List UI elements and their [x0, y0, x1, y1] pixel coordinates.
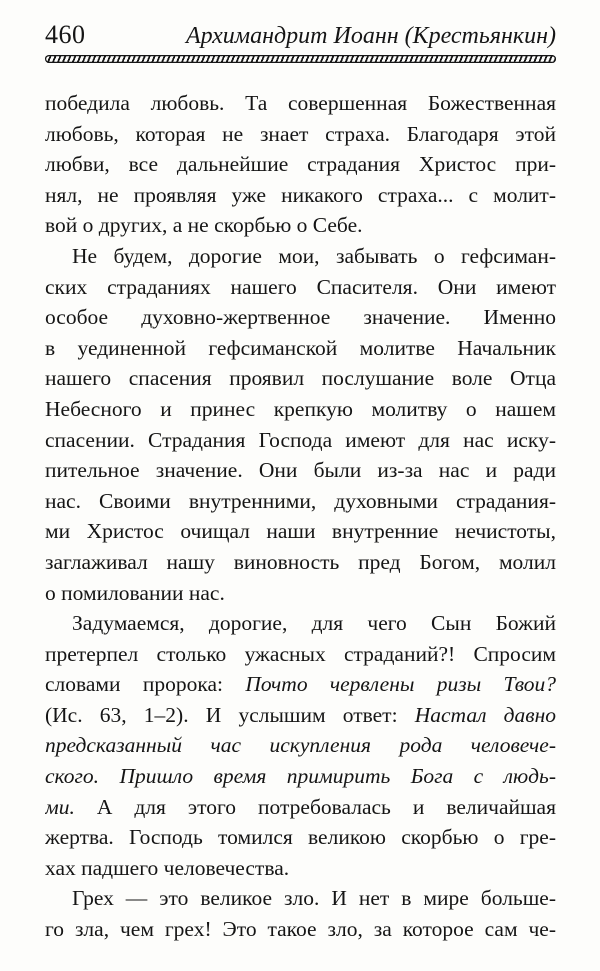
italic-text-segment: предсказанный час искупления рода человече-: [45, 733, 556, 758]
text-segment: го зла, чем грех! Это такое зло, за которое сам че-: [45, 917, 556, 942]
running-title: Архимандрит Иоанн (Крестьянкин): [185, 23, 556, 49]
text-line: [45, 516, 556, 547]
text-line: [45, 119, 556, 150]
text-segment: нашего спасения проявил послушание воле Отца: [45, 366, 556, 391]
text-segment: Не будем, дорогие мои, забывать о гефсиман-: [72, 243, 556, 268]
text-line: [45, 822, 556, 853]
text-line: [45, 149, 556, 180]
paragraph: [45, 608, 556, 883]
text-segment: о помиловании нас.: [45, 580, 225, 605]
text-line: [45, 700, 556, 731]
text-segment: (Ис. 63, 1–2). И услышим ответ:: [45, 702, 415, 727]
italic-text-segment: Настал давно: [414, 702, 556, 727]
text-segment: ми Христос очищал наши внутренние нечистоты,: [45, 519, 556, 544]
italic-text-segment: ми.: [45, 794, 75, 819]
rope-divider: [45, 55, 556, 63]
text-line: [45, 547, 556, 578]
text-line: [45, 425, 556, 456]
text-segment: Грех — это великое зло. И нет в мире больше-: [72, 886, 556, 911]
text-line: [45, 853, 556, 884]
text-line: [45, 639, 556, 670]
paragraph: [45, 241, 556, 608]
text-line: [45, 180, 556, 211]
text-segment: А для этого потребовалась и величайшая: [74, 794, 556, 819]
text-line: [45, 792, 556, 823]
text-line: [45, 669, 556, 700]
text-line: [45, 363, 556, 394]
text-line: [45, 761, 556, 792]
text-segment: Задумаемся, дорогие, для чего Сын Божий: [72, 611, 556, 636]
text-segment: Небесного и принес крепкую молитву о нашем: [45, 396, 556, 421]
italic-text-segment: ского. Пришло время примирить Бога с людь-: [45, 764, 556, 789]
text-line: [45, 333, 556, 364]
text-line: [45, 608, 556, 639]
text-line: [45, 241, 556, 272]
text-segment: жертва. Господь томился великою скорбью о гре-: [45, 825, 556, 850]
text-line: [45, 272, 556, 303]
text-segment: ских страданиях нашего Спасителя. Они имеют: [45, 274, 556, 299]
text-line: [45, 578, 556, 609]
text-line: [45, 302, 556, 333]
text-line: [45, 88, 556, 119]
text-line: [45, 394, 556, 425]
text-segment: вой о других, а не скорбью о Себе.: [45, 213, 363, 238]
text-line: [45, 883, 556, 914]
text-segment: хах падшего человечества.: [45, 855, 290, 880]
text-segment: любовь, которая не знает страха. Благодаря этой: [45, 121, 556, 146]
text-segment: победила любовь. Та совершенная Божественная: [45, 91, 556, 115]
text-segment: словами пророка:: [45, 672, 246, 697]
text-segment: любви, все дальнейшие страдания Христос при-: [45, 152, 556, 177]
text-segment: особое духовно-жертвенное значение. Именно: [45, 305, 556, 330]
text-segment: в уединенной гефсиманской молитве Начальник: [45, 335, 556, 360]
text-segment: нас. Своими внутренними, духовными страдания-: [45, 488, 556, 513]
text-block: [45, 88, 556, 945]
page-header: [45, 20, 556, 50]
text-segment: претерпел столько ужасных страданий?! Спросим: [45, 641, 556, 666]
italic-text-segment: Почто червлены ризы Твои?: [245, 672, 556, 697]
text-segment: заглаживал нашу виновность пред Богом, молил: [45, 549, 556, 574]
paragraph: [45, 883, 556, 944]
text-line: [45, 486, 556, 517]
text-segment: нял, не проявляя уже никакого страха... с молит-: [45, 182, 556, 207]
paragraph: [45, 88, 556, 241]
text-segment: пительное значение. Они были из-за нас и ради: [45, 458, 556, 483]
text-line: [45, 210, 556, 241]
text-line: [45, 730, 556, 761]
text-line: [45, 455, 556, 486]
page-number: 460: [45, 20, 86, 49]
text-segment: спасении. Страдания Господа имеют для нас иску-: [45, 427, 556, 452]
text-line: [45, 914, 556, 945]
